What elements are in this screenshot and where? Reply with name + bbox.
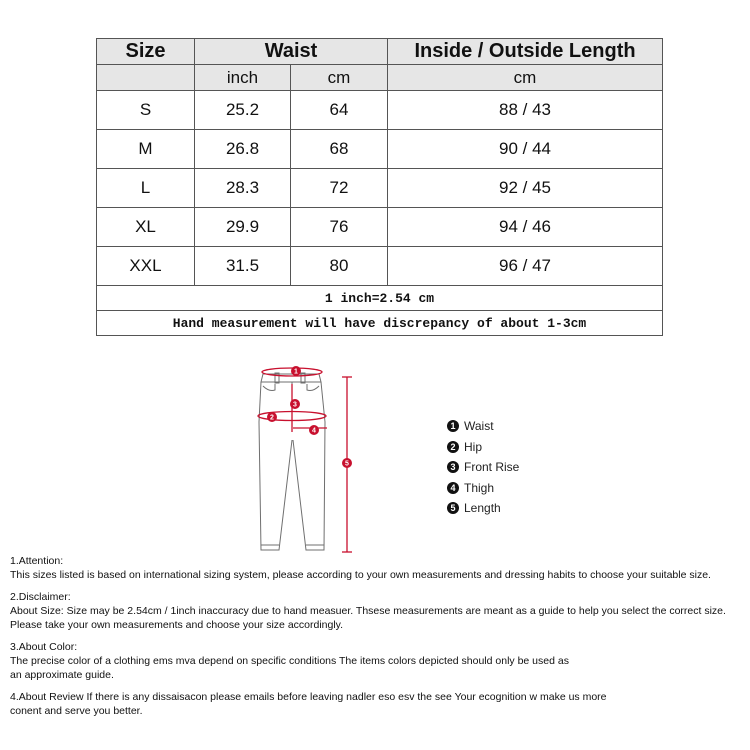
cell-length: 92 / 45	[388, 169, 663, 208]
svg-text:5: 5	[345, 460, 349, 468]
subheader-waist-inch: inch	[195, 65, 291, 91]
legend-label: Hip	[464, 439, 483, 454]
measurement-legend	[447, 416, 519, 519]
svg-text:1: 1	[294, 368, 298, 376]
cell-waist-inch: 31.5	[195, 247, 291, 286]
subheader-waist-cm: cm	[291, 65, 388, 91]
note-disclaimer	[10, 590, 750, 632]
number-4-icon: 4	[447, 482, 459, 494]
cell-waist-inch: 26.8	[195, 130, 291, 169]
cell-length: 88 / 43	[388, 91, 663, 130]
cell-waist-inch: 28.3	[195, 169, 291, 208]
note-line: 4.About Review If there is any dissaisacon please emails before leaving nadler eso esv the see Your ecognition w make us more	[10, 691, 607, 703]
notes-section	[10, 554, 750, 726]
subheader-length-cm: cm	[388, 65, 663, 91]
table-subheader-row	[97, 65, 663, 91]
cell-size: S	[97, 91, 195, 130]
header-size: Size	[97, 39, 195, 65]
cell-waist-cm: 76	[291, 208, 388, 247]
number-1-icon: 1	[447, 420, 459, 432]
cell-size: XXL	[97, 247, 195, 286]
cell-waist-cm: 72	[291, 169, 388, 208]
cell-waist-cm: 68	[291, 130, 388, 169]
cell-waist-cm: 80	[291, 247, 388, 286]
conversion-note-row	[97, 286, 663, 311]
cell-size: XL	[97, 208, 195, 247]
legend-label: Length	[464, 501, 501, 516]
note-line: conent and serve you better.	[10, 705, 143, 717]
table-row	[97, 247, 663, 286]
table-row	[97, 208, 663, 247]
cell-waist-inch: 25.2	[195, 91, 291, 130]
table-row	[97, 91, 663, 130]
note-title: 3.About Color:	[10, 641, 78, 653]
note-line: an approximate guide.	[10, 669, 114, 681]
header-length: Inside / Outside Length	[388, 39, 663, 65]
discrepancy-note: Hand measurement will have discrepancy of about 1-3cm	[97, 311, 663, 336]
svg-text:2: 2	[270, 414, 274, 422]
legend-label: Front Rise	[464, 460, 520, 475]
note-line: This sizes listed is based on international sizing system, please according to your own measurements and dressing habits to choose your suitable size.	[10, 569, 711, 581]
note-line: Please take your own measurements and choose your size accordingly.	[10, 619, 344, 631]
table-header-row	[97, 39, 663, 65]
cell-length: 94 / 46	[388, 208, 663, 247]
number-3-icon: 3	[447, 461, 459, 473]
number-5-icon: 5	[447, 502, 459, 514]
header-waist: Waist	[195, 39, 388, 65]
note-line: About Size: Size may be 2.54cm / 1inch inaccuracy due to hand measuer. Thsese measurements are meant as a guide to help you select the correct size.	[10, 605, 726, 617]
table-row	[97, 169, 663, 208]
legend-item-front-rise	[447, 457, 519, 478]
legend-label: Waist	[464, 419, 494, 434]
note-about-color	[10, 640, 750, 682]
pants-measurement-icon	[255, 362, 365, 557]
note-about-review	[10, 690, 750, 718]
note-line: The precise color of a clothing ems mva depend on specific conditions The items colors depicted should only be used as	[10, 655, 569, 667]
svg-text:4: 4	[312, 427, 316, 435]
cell-waist-cm: 64	[291, 91, 388, 130]
cell-length: 90 / 44	[388, 130, 663, 169]
cell-length: 96 / 47	[388, 247, 663, 286]
legend-item-thigh	[447, 478, 519, 499]
conversion-note: 1 inch=2.54 cm	[97, 286, 663, 311]
pants-diagram	[255, 362, 365, 557]
discrepancy-note-row	[97, 311, 663, 336]
note-title: 1.Attention:	[10, 555, 64, 567]
legend-label: Thigh	[464, 480, 495, 495]
number-2-icon: 2	[447, 441, 459, 453]
note-title: 2.Disclaimer:	[10, 591, 71, 603]
table-row	[97, 130, 663, 169]
note-attention	[10, 554, 750, 582]
cell-waist-inch: 29.9	[195, 208, 291, 247]
size-chart-table	[96, 38, 663, 336]
cell-size: L	[97, 169, 195, 208]
legend-item-length	[447, 498, 519, 519]
cell-size: M	[97, 130, 195, 169]
legend-item-hip	[447, 437, 519, 458]
legend-item-waist	[447, 416, 519, 437]
svg-text:3: 3	[293, 401, 297, 409]
subheader-size	[97, 65, 195, 91]
